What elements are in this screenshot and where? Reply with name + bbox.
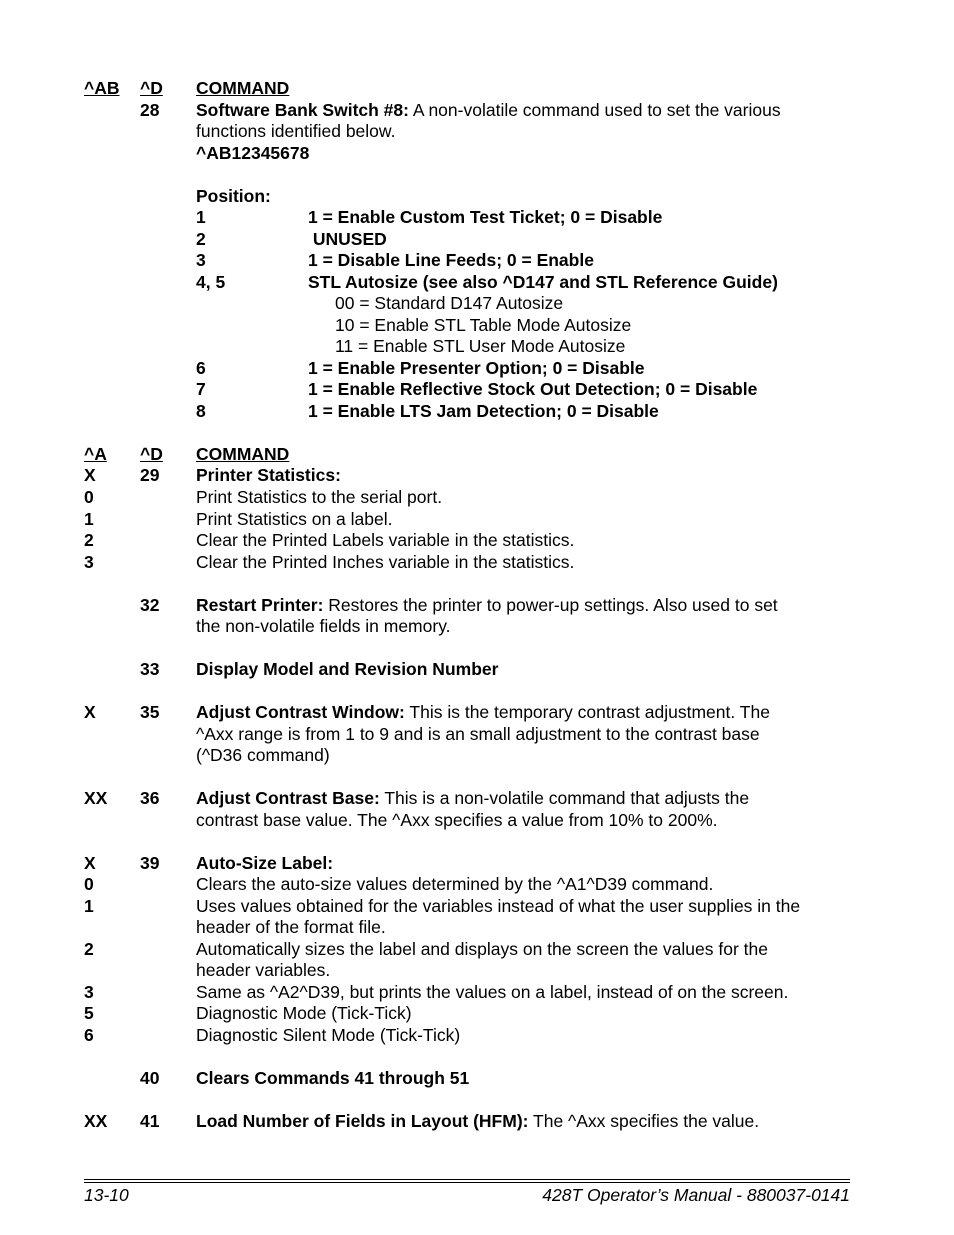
command-text: This is the temporary contrast adjustment. The: [404, 702, 770, 722]
command-format: ^AB12345678: [196, 143, 310, 163]
column-header-d: ^D: [140, 444, 163, 464]
command-text: A non-volatile command used to set the various: [408, 100, 781, 120]
position-number: 3: [196, 250, 206, 270]
parameter-value: X: [84, 702, 96, 722]
parameter-text: Clear the Printed Labels variable in the statistics.: [196, 530, 575, 550]
position-text: 1 = Enable Custom Test Ticket; 0 = Disable: [308, 207, 663, 227]
parameter-value: XX: [84, 1111, 108, 1131]
command-title: Display Model and Revision Number: [196, 659, 499, 679]
parameter-text: Diagnostic Silent Mode (Tick-Tick): [196, 1025, 461, 1045]
command-text-continued: ^Axx range is from 1 to 9 and is an small adjustment to the contrast base: [196, 724, 760, 744]
command-text-continued: contrast base value. The ^Axx specifies a value from 10% to 200%.: [196, 810, 718, 830]
parameter-text: Automatically sizes the label and displays on the screen the values for the: [196, 939, 768, 959]
position-number: 7: [196, 379, 206, 399]
position-number: 2: [196, 229, 206, 249]
position-number: 1: [196, 207, 206, 227]
command-description: [196, 595, 778, 617]
position-number: 6: [196, 358, 206, 378]
command-number: 29: [140, 465, 160, 485]
command-text-continued: the non-volatile fields in memory.: [196, 616, 451, 636]
command-text-continued: (^D36 command): [196, 745, 330, 765]
parameter-text: Clear the Printed Inches variable in the statistics.: [196, 552, 575, 572]
position-text: UNUSED: [308, 229, 387, 249]
position-number: 4, 5: [196, 272, 226, 292]
command-title: Auto-Size Label:: [196, 853, 334, 873]
parameter-text: Clears the auto-size values determined by the ^A1^D39 command.: [196, 874, 714, 894]
parameter-value: 6: [84, 1025, 94, 1045]
parameter-value: X: [84, 465, 96, 485]
position-text: 1 = Enable Presenter Option; 0 = Disable: [308, 358, 645, 378]
parameter-text: Print Statistics on a label.: [196, 509, 393, 529]
parameter-value: 3: [84, 552, 94, 572]
command-number: 40: [140, 1068, 160, 1088]
parameter-text-continued: header of the format file.: [196, 917, 386, 937]
parameter-value: 0: [84, 874, 94, 894]
command-number: 41: [140, 1111, 160, 1131]
command-number: 35: [140, 702, 160, 722]
command-title: Adjust Contrast Base:: [196, 788, 380, 808]
command-text: The ^Axx specifies the value.: [528, 1111, 760, 1131]
command-title: Adjust Contrast Window:: [196, 702, 405, 722]
parameter-text: Diagnostic Mode (Tick-Tick): [196, 1003, 412, 1023]
parameter-text: Same as ^A2^D39, but prints the values on a label, instead of on the screen.: [196, 982, 789, 1002]
column-header-a: ^A: [84, 444, 107, 464]
parameter-value: 2: [84, 530, 94, 550]
command-title: Printer Statistics:: [196, 465, 341, 485]
parameter-value: XX: [84, 788, 108, 808]
parameter-text: Print Statistics to the serial port.: [196, 487, 443, 507]
command-description: [196, 1111, 759, 1133]
position-text: 1 = Enable LTS Jam Detection; 0 = Disable: [308, 401, 659, 421]
position-text: 1 = Disable Line Feeds; 0 = Enable: [308, 250, 594, 270]
command-number: 36: [140, 788, 160, 808]
position-text: 1 = Enable Reflective Stock Out Detection; 0 = Disable: [308, 379, 758, 399]
command-text: Restores the printer to power-up settings. Also used to set: [323, 595, 778, 615]
parameter-value: 5: [84, 1003, 94, 1023]
column-header-a: ^AB: [84, 78, 120, 98]
command-description: [196, 100, 781, 122]
position-number: 8: [196, 401, 206, 421]
position-label: Position:: [196, 186, 271, 206]
parameter-value: 1: [84, 896, 94, 916]
parameter-text: Uses values obtained for the variables instead of what the user supplies in the: [196, 896, 801, 916]
command-title: Load Number of Fields in Layout (HFM):: [196, 1111, 529, 1131]
parameter-value: 1: [84, 509, 94, 529]
command-text-continued: functions identified below.: [196, 121, 396, 141]
footer-rule: [84, 1179, 850, 1180]
autosize-option: 10 = Enable STL Table Mode Autosize: [335, 315, 632, 335]
column-header-command: COMMAND: [196, 444, 290, 464]
command-title: Software Bank Switch #8:: [196, 100, 409, 120]
command-description: [196, 788, 749, 810]
column-header-command: COMMAND: [196, 78, 290, 98]
page-number: 13-10: [84, 1185, 129, 1205]
command-description: [196, 702, 770, 724]
command-number: 32: [140, 595, 160, 615]
autosize-option: 00 = Standard D147 Autosize: [335, 293, 564, 313]
parameter-value: X: [84, 853, 96, 873]
parameter-value: 3: [84, 982, 94, 1002]
command-title: Restart Printer:: [196, 595, 324, 615]
manual-title: 428T Operator’s Manual - 880037-0141: [542, 1185, 850, 1205]
command-number: 33: [140, 659, 160, 679]
parameter-value: 0: [84, 487, 94, 507]
command-title: Clears Commands 41 through 51: [196, 1068, 470, 1088]
parameter-value: 2: [84, 939, 94, 959]
command-text: This is a non-volatile command that adjusts the: [379, 788, 750, 808]
command-number: 39: [140, 853, 160, 873]
footer-rule: [84, 1182, 850, 1183]
position-text: STL Autosize (see also ^D147 and STL Reference Guide): [308, 272, 778, 292]
parameter-text-continued: header variables.: [196, 960, 331, 980]
autosize-option: 11 = Enable STL User Mode Autosize: [335, 336, 626, 356]
column-header-d: ^D: [140, 78, 163, 98]
command-number: 28: [140, 100, 160, 120]
